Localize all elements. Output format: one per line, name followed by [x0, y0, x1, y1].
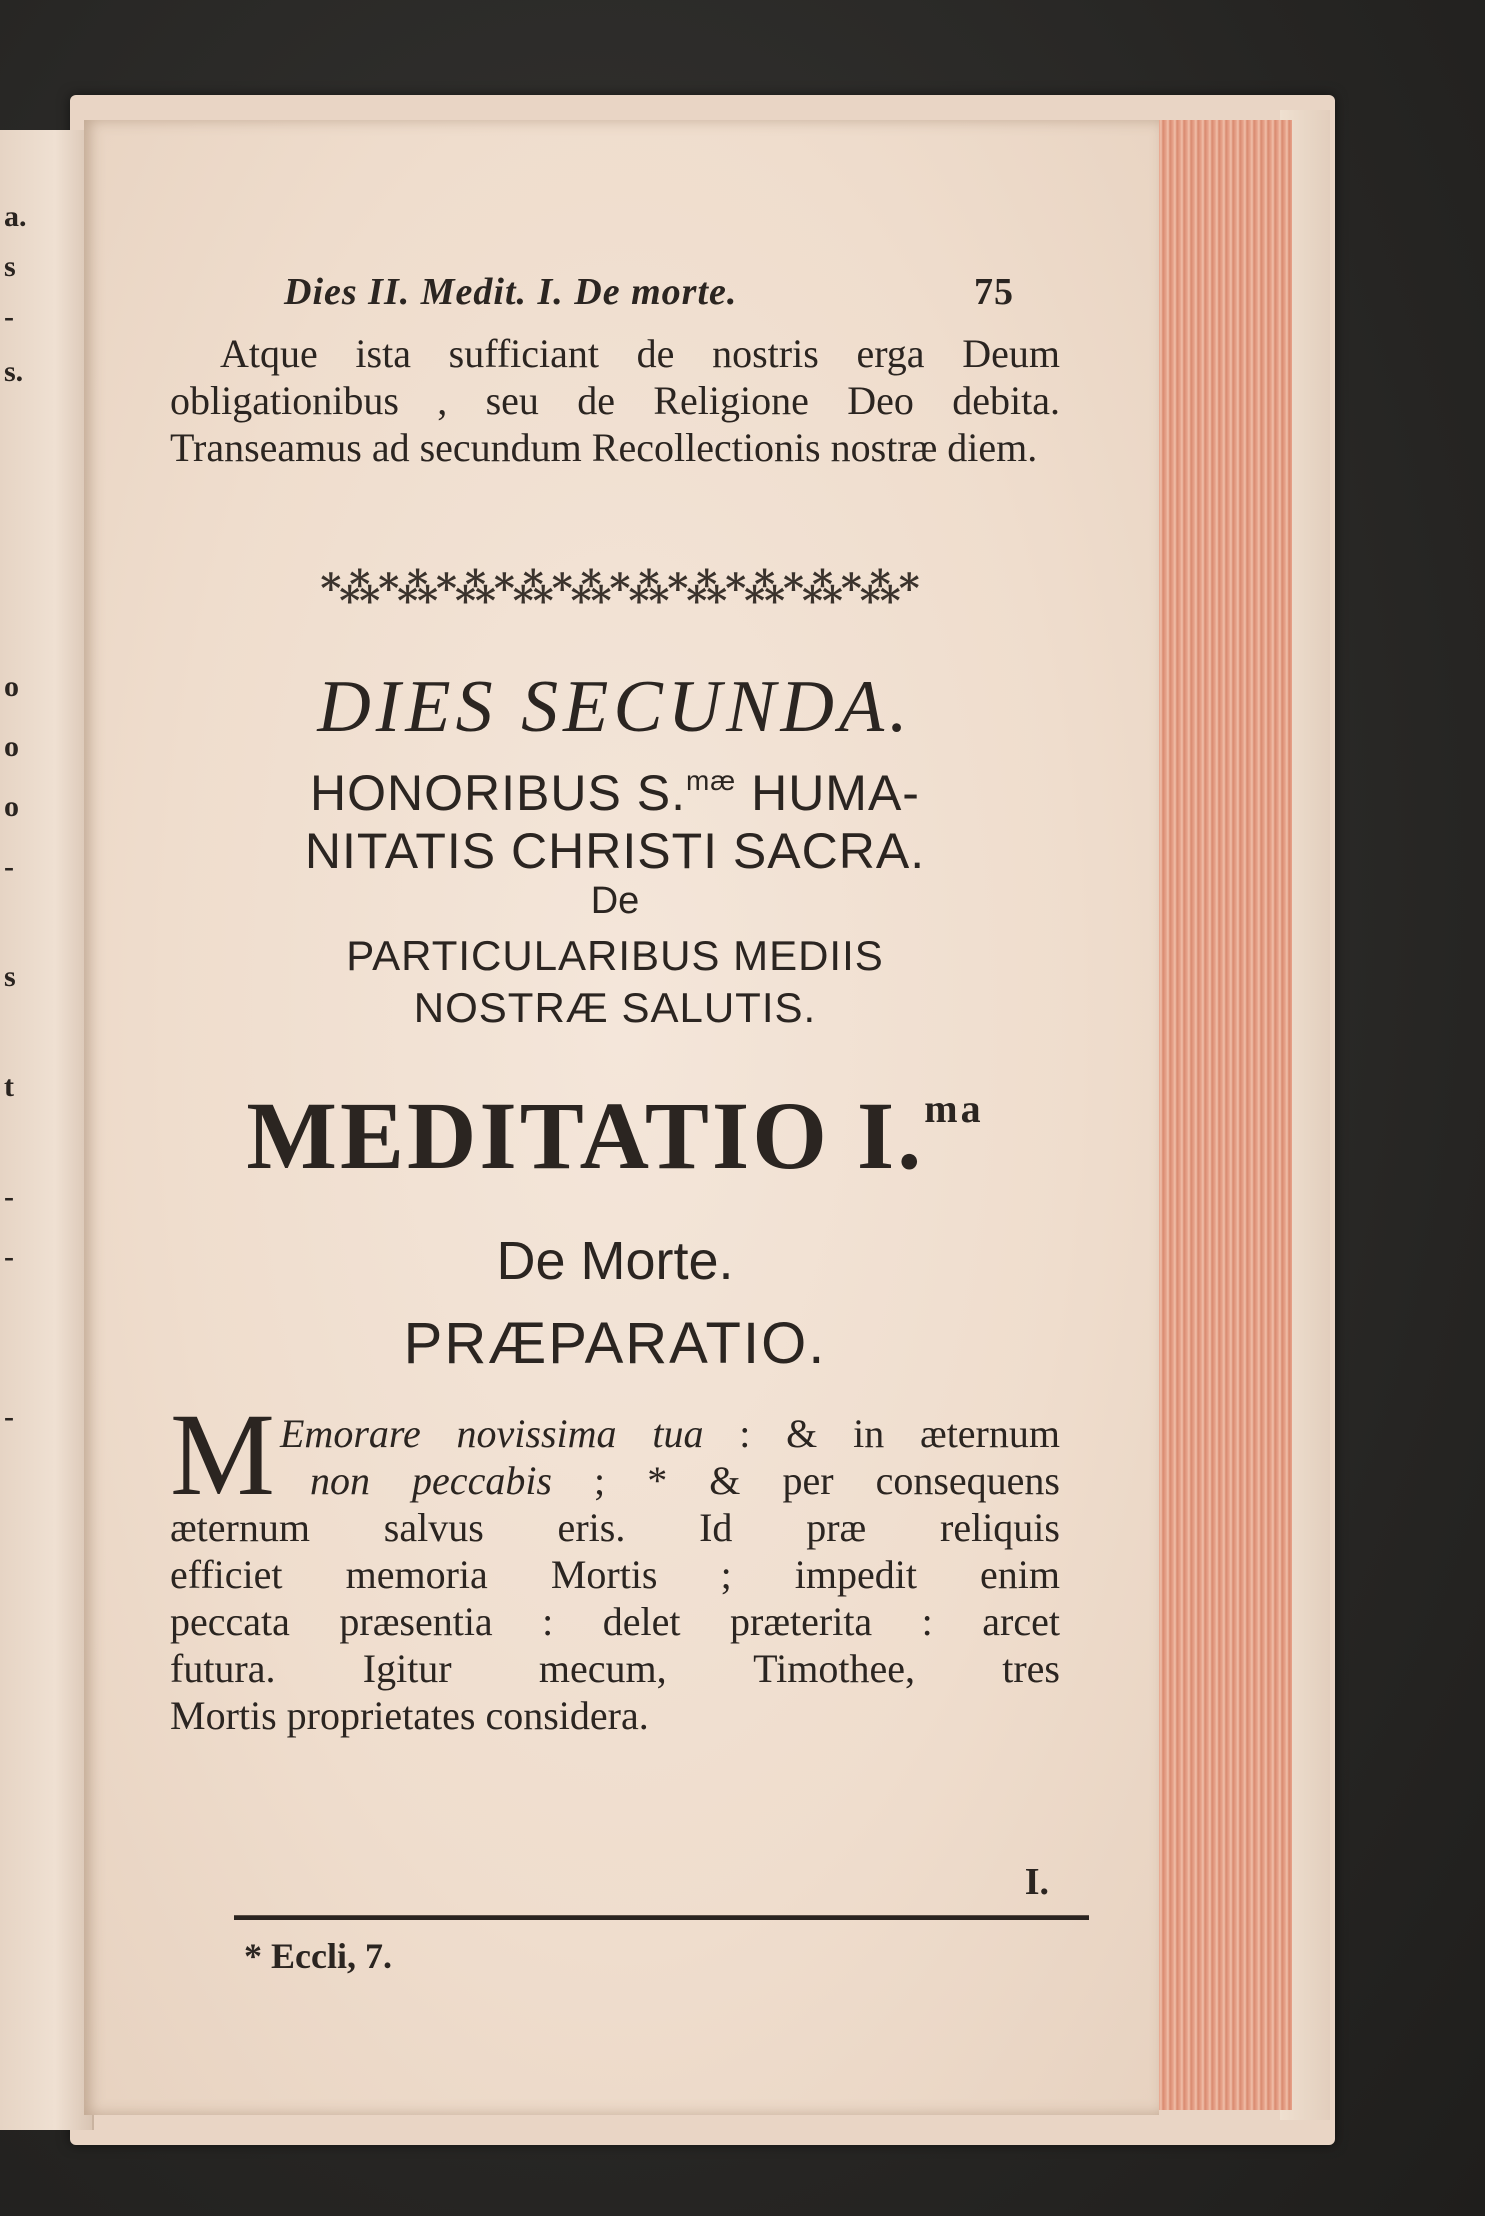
meditation-subject: De Morte.: [496, 1231, 734, 1291]
opening-paragraph: Atque ista sufficiant de nostris erga Deum obligationibus , seu de Religione Deo debita. Transeamus ad secundum Recollectionis nostræ diem.: [170, 331, 1060, 470]
left-page-fragment: o: [4, 670, 19, 703]
paragraph-line: peccata præsentia : delet præterita : arcet: [170, 1599, 1060, 1644]
italic-phrase: Emorare novissima tua: [280, 1411, 704, 1456]
left-page-fragment: s: [4, 960, 16, 993]
meditation-title-text: MEDITATIO I.: [246, 1082, 925, 1189]
left-page-fragment: s: [4, 250, 16, 283]
page-number: 75: [974, 271, 1014, 313]
left-page-fragment: -: [4, 850, 14, 883]
dedication-line-1b: HUMA-: [736, 765, 920, 821]
dedication-heading: [170, 752, 1060, 880]
paragraph-line: [310, 1457, 1060, 1504]
paragraph-line: æternum salvus eris. Id præ reliquis: [170, 1505, 1060, 1550]
left-page-fragment: -: [4, 1240, 14, 1273]
left-page-fragment: -: [4, 1400, 14, 1433]
catchword: I.: [1024, 1861, 1049, 1903]
line-text: : & in æternum: [703, 1411, 1060, 1456]
subject-line-1: PARTICULARIBUS MEDIIS: [346, 932, 884, 979]
running-head-title: Dies II. Medit. I. De morte.: [284, 271, 738, 313]
left-page-fragment: -: [4, 300, 14, 333]
red-fore-edge: [1140, 120, 1292, 2110]
line-text: ; * & per consequens: [552, 1458, 1060, 1503]
book-page: [84, 120, 1159, 2115]
dedication-line-2: NITATIS CHRISTI SACRA.: [304, 823, 926, 879]
drop-cap: M: [170, 1389, 275, 1520]
dedication-superscript: mæ: [685, 765, 737, 796]
subject-heading: [170, 930, 1060, 1034]
subject-line-2: NOSTRÆ SALUTIS.: [413, 984, 817, 1031]
left-page-fragment: a.: [4, 200, 27, 233]
ornament-border: *⁂*⁂*⁂*⁂*⁂*⁂*⁂*⁂*⁂*⁂*: [320, 565, 918, 612]
running-head: [284, 270, 1044, 320]
meditation-title: [170, 1080, 1060, 1191]
italic-phrase: non peccabis: [310, 1458, 552, 1503]
left-page-fragment: s.: [4, 355, 24, 388]
preparation-paragraph: [170, 1410, 1060, 1739]
de-heading: De: [590, 880, 640, 922]
meditation-superscript: ma: [924, 1086, 984, 1131]
footnote: * Eccli, 7.: [244, 1936, 392, 1976]
paragraph-line: Mortis proprietates considera.: [170, 1693, 649, 1738]
day-title: DIES SECUNDA.: [317, 666, 913, 748]
paragraph-line: efficiet memoria Mortis ; impedit enim: [170, 1552, 1060, 1597]
paragraph-line: futura. Igitur mecum, Timothee, tres: [170, 1646, 1060, 1691]
left-page-fragment: o: [4, 790, 19, 823]
left-page-fragment: -: [4, 1180, 14, 1213]
left-page-fragment: o: [4, 730, 19, 763]
left-page-fragment: t: [4, 1070, 14, 1103]
left-facing-page: [0, 130, 94, 2130]
footnote-rule: [234, 1915, 1089, 1920]
dedication-line-1a: HONORIBUS S.: [310, 765, 686, 821]
section-heading: PRÆPARATIO.: [403, 1311, 827, 1376]
paragraph-line: [280, 1410, 1060, 1457]
